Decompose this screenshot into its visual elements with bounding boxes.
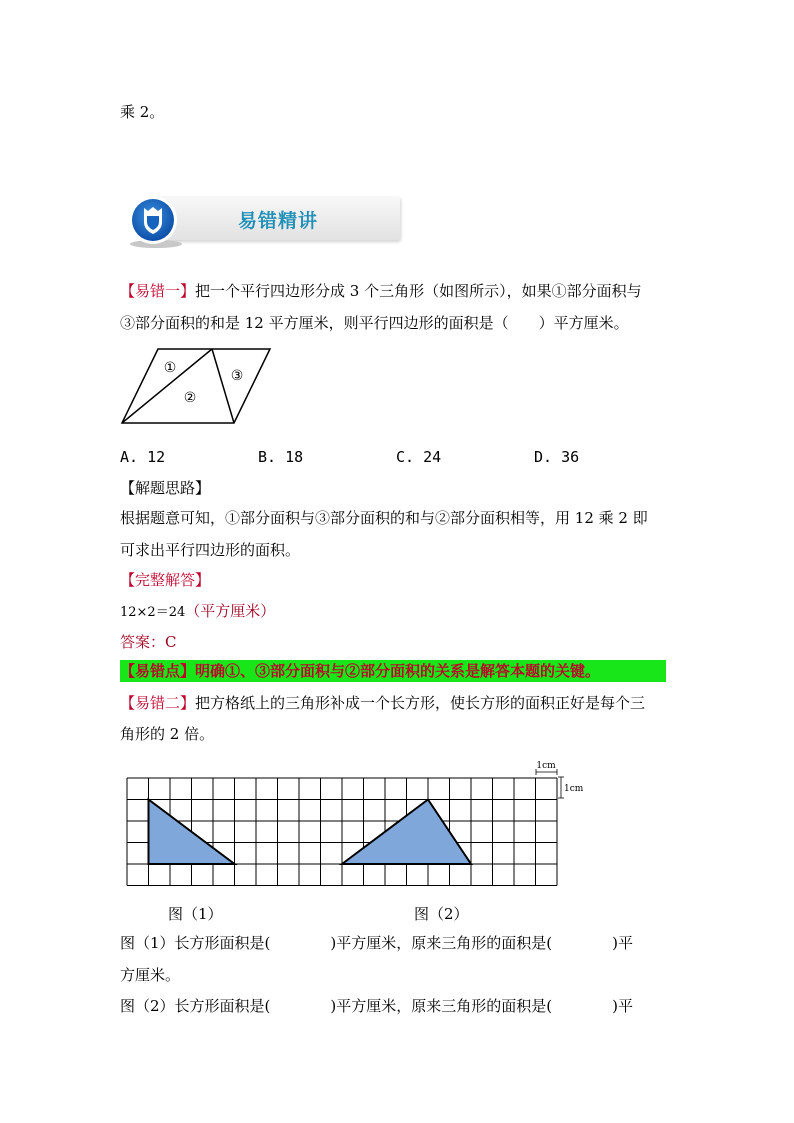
q2-answer1-line2: 方厘米。 bbox=[120, 966, 181, 984]
think-title: 【解题思路】 bbox=[120, 479, 211, 497]
q2-line1 bbox=[120, 693, 645, 713]
grid-figure bbox=[120, 756, 590, 890]
parallelogram-figure bbox=[118, 345, 278, 429]
q1-tag: 【易错一】 bbox=[120, 282, 196, 300]
scale-label-v: 1cm bbox=[564, 784, 584, 794]
scale-label-h: 1cm bbox=[536, 761, 556, 771]
section-banner bbox=[120, 192, 402, 250]
key-point-highlight bbox=[120, 660, 666, 682]
q2-answer1-line1: 图（1）长方形面积是( )平方厘米，原来三角形的面积是( )平 bbox=[120, 934, 633, 952]
think-line1: 根据题意可知，①部分面积与③部分面积的和与②部分面积相等，用 12 乘 2 即 bbox=[120, 509, 648, 527]
q2-answer2-line1: 图（2）长方形面积是( )平方厘米，原来三角形的面积是( )平 bbox=[120, 997, 633, 1015]
option-c[interactable]: C. 24 bbox=[396, 448, 442, 466]
option-d[interactable]: D. 36 bbox=[534, 448, 580, 466]
figure-2-label: 图（2） bbox=[414, 905, 469, 923]
inner-line bbox=[212, 349, 234, 423]
figure-1-label: 图（1） bbox=[168, 905, 223, 923]
formula-line bbox=[120, 601, 275, 623]
option-a[interactable]: A. 12 bbox=[120, 448, 166, 466]
banner-title: 易错精讲 bbox=[238, 210, 319, 232]
label-region-3: ③ bbox=[230, 368, 244, 384]
formula-unit: （平方厘米） bbox=[185, 602, 276, 620]
answer-text: 答案：C bbox=[120, 633, 177, 651]
label-region-1: ① bbox=[163, 360, 177, 376]
point-text: 明确①、③部分面积与②部分面积的关系是解答本题的关键。 bbox=[195, 662, 601, 680]
scale-marker bbox=[536, 769, 564, 798]
think-line2: 可求出平行四边形的面积。 bbox=[120, 541, 301, 559]
label-region-2: ② bbox=[183, 390, 197, 406]
q1-line2: ③部分面积的和是 12 平方厘米，则平行四边形的面积是（ ）平方厘米。 bbox=[120, 314, 629, 332]
top-fragment: 乘 2。 bbox=[120, 103, 165, 121]
formula: 12×2＝24 bbox=[120, 605, 186, 620]
q2-text1: 把方格纸上的三角形补成一个长方形，使长方形的面积正好是每个三 bbox=[195, 694, 646, 712]
q1-text1: 把一个平行四边形分成 3 个三角形（如图所示），如果①部分面积与 bbox=[195, 282, 642, 300]
answer-title: 【完整解答】 bbox=[120, 571, 211, 589]
q2-line2: 角形的 2 倍。 bbox=[120, 725, 215, 743]
q1-line1 bbox=[120, 281, 642, 301]
parallelogram-outline bbox=[122, 349, 270, 423]
point-tag: 【易错点】 bbox=[120, 662, 196, 680]
q2-tag: 【易错二】 bbox=[120, 694, 196, 712]
option-b[interactable]: B. 18 bbox=[258, 448, 304, 466]
shield-icon bbox=[120, 192, 190, 250]
